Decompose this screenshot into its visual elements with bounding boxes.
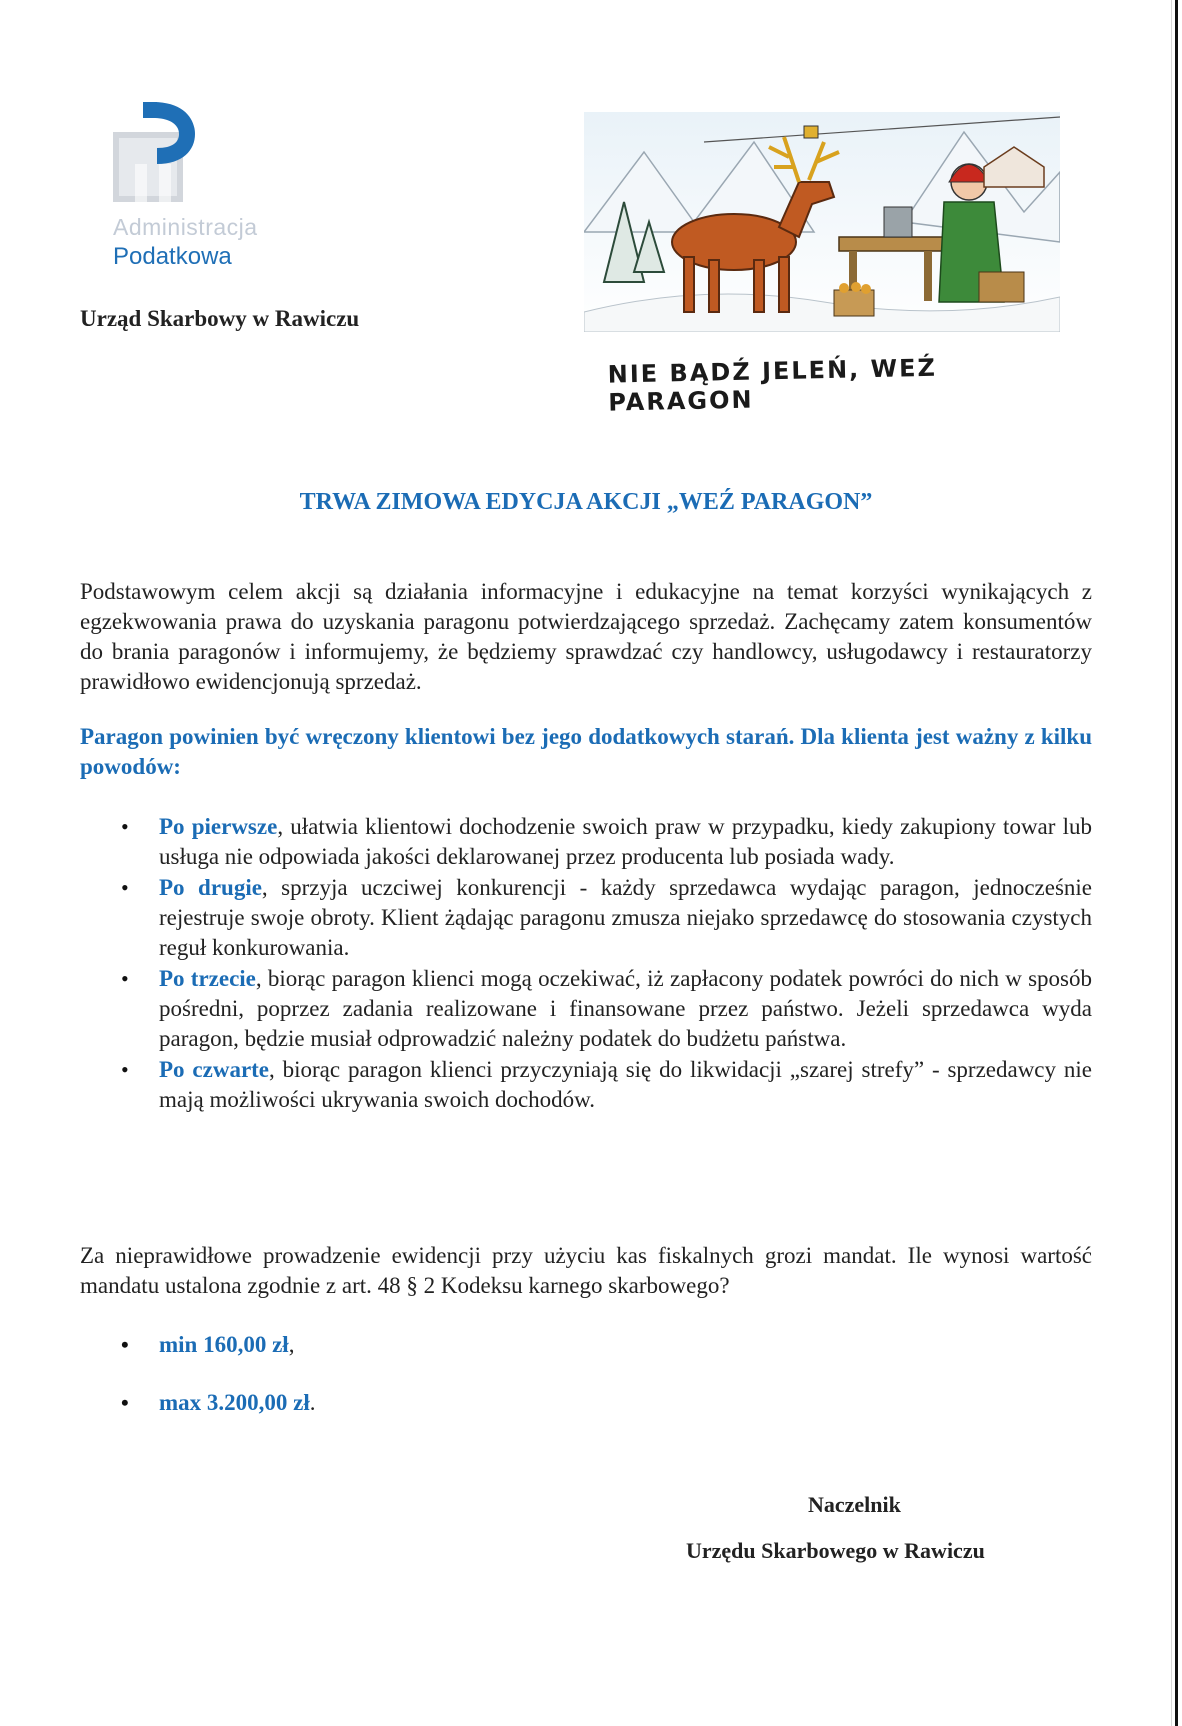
bullet: • [121,814,129,839]
signature-title: Naczelnik [808,1492,901,1517]
bullet: • [121,966,129,991]
fine-punct: , [288,1332,295,1357]
reason-lead: Po drugie [159,875,262,900]
list-item [80,1330,680,1388]
signature-office: Urzędu Skarbowego w Rawiczu [686,1538,985,1563]
administracja-podatkowa-logo-icon [113,102,203,202]
fine-amount: max 3.200,00 zł [159,1390,310,1415]
bullet: • [121,1390,129,1415]
reasons-list [80,812,1092,1116]
bullet: • [121,1332,129,1357]
scan-edge-shadow [1171,0,1172,1726]
logo-line1: Administracja [113,214,258,240]
bullet: • [121,875,129,900]
winter-deer-illustration [584,112,1060,332]
reason-text: , sprzyja uczciwej konkurencji - każdy sprzedawca wydając paragon, jednocześnie rejestruje swoje obroty. Klient żądając paragonu zmusza niejako sprzedawcę do stosowania czystych reguł konkurowania. [159,875,1092,960]
list-item [80,1055,1092,1115]
fine-punct: . [309,1390,316,1415]
reason-lead: Po czwarte [159,1057,270,1082]
reason-lead: Po trzecie [159,966,256,991]
reason-text: , biorąc paragon klienci mogą oczekiwać, iż zapłacony podatek powróci do nich w sposób pośredni, poprzez zadania realizowane i finansowane przez państwo. Jeżeli sprzedawca wyda paragon, będzie musiał odprowadzić należny podatek do budżetu państwa. [159,966,1092,1051]
list-item [80,964,1092,1054]
scan-edge [1175,0,1178,1726]
reason-text: , biorąc paragon klienci przyczyniają się do likwidacji „szarej strefy” - sprzedawcy nie mają możliwości ukrywania swoich dochodów. [159,1057,1092,1112]
page-title: TRWA ZIMOWA EDYCJA AKCJI „WEŹ PARAGON” [299,489,873,515]
penalty-paragraph: Za nieprawidłowe prowadzenie ewidencji przy użyciu kas fiskalnych grozi mandat. Ile wynosi wartość mandatu ustalona zgodnie z art. 48 § 2 Kodeksu karnego skarbowego? [80,1243,1092,1298]
logo-line2: Podatkowa [113,243,232,270]
logo [113,102,323,282]
bullet: • [121,1057,129,1082]
fine-amount: min 160,00 zł [159,1332,289,1357]
list-item [80,1388,680,1446]
highlight-paragraph: Paragon powinien być wręczony klientowi bez jego dodatkowych starań. Dla klienta jest ważny z kilku powodów: [80,724,1092,779]
list-item [80,873,1092,963]
intro-paragraph: Podstawowym celem akcji są działania informacyjne i edukacyjne na temat korzyści wynikających z egzekwowania prawa do uzyskania paragonu potwierdzającego sprzedaż. Zachęcamy zatem konsumentów do brania paragonów i informujemy, że będziemy sprawdzać czy handlowcy, usługodawcy i restauratorzy prawidłowo ewidencjonują sprzedaż. [80,579,1092,694]
reason-lead: Po pierwsze [159,814,278,839]
list-item [80,812,1092,872]
office-name: Urząd Skarbowy w Rawiczu [80,306,360,331]
reason-text: , ułatwia klientowi dochodzenie swoich praw w przypadku, kiedy zakupiony towar lub usługa nie odpowiada jakości deklarowanej przez producenta lub posiada wady. [159,814,1092,869]
fines-list [80,1330,680,1446]
campaign-slogan: NIE BĄDŹ JELEŃ, WEŹ PARAGON [607,353,938,417]
